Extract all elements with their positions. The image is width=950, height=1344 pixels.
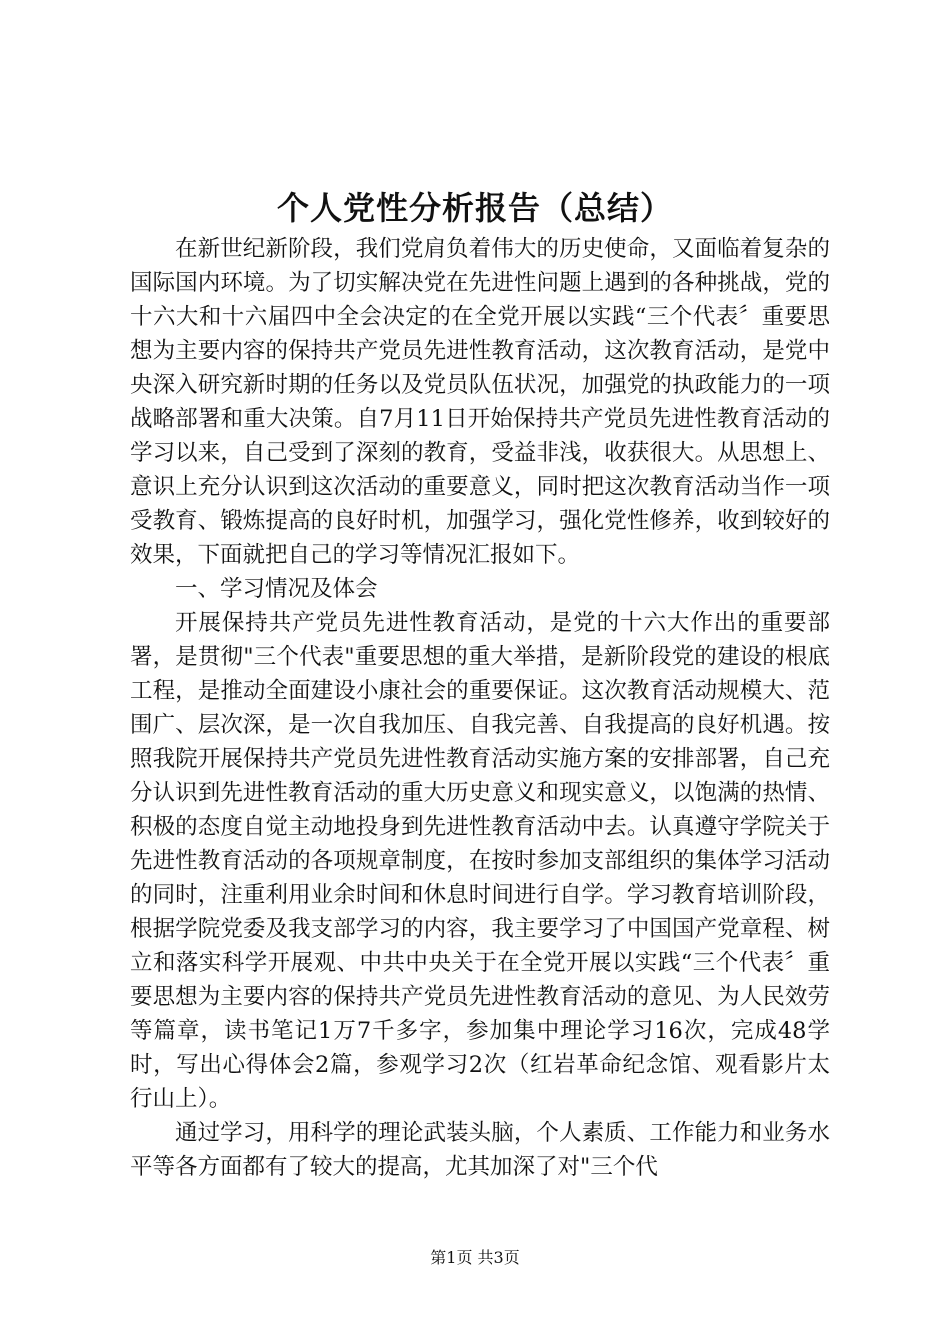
document-title: 个人党性分析报告（总结） <box>276 189 673 227</box>
section-heading: 一、学习情况及体会 <box>175 576 378 602</box>
study-paragraph: 开展保持共产党员先进性教育活动，是党的十六大作出的重要部署，是贯彻"三个代表"重要思想的重大举措，是新阶段党的建设的根底工程，是推动全面建设小康社会的重要保证。这次教育活动规模大、范围广、层次深，是一次自我加压、自我完善、自我提高的良好机遇。按照我院开展保持共产党员先进性教育活动实施方案的安排部署，自己充分认识到先进性教育活动的重大历史意义和现实意义，以饱满的热情、积极的态度自觉主动地投身到先进性教育活动中去。认真遵守学院关于先进性教育活动的各项规章制度，在按时参加支部组织的集体学习活动的同时，注重利用业余时间和休息时间进行自学。学习教育培训阶段，根据学院党委及我支部学习的内容，我主要学习了中国国产党章程、树立和落实科学开展观、中共中央关于在全党开展以实践“三个代表〞重要思想为主要内容的保持共产党员先进性教育活动的意见、为人民效劳等篇章，读书笔记1万7千多字，参加集中理论学习16次，完成48学时，写出心得体会2篇，参观学习2次（红岩革命纪念馆、观看影片太行山上）。 <box>130 610 830 1112</box>
page-footer: 第1页 共3页 <box>430 1248 520 1267</box>
document-body <box>130 232 830 1184</box>
conclusion-paragraph: 通过学习，用科学的理论武装头脑，个人素质、工作能力和业务水平等各方面都有了较大的提高，尤其加深了对"三个代 <box>130 1120 830 1180</box>
intro-paragraph: 在新世纪新阶段，我们党肩负着伟大的历史使命，又面临着复杂的国际国内环境。为了切实解决党在先进性问题上遇到的各种挑战，党的十六大和十六届四中全会决定的在全党开展以实践“三个代表〞重要思想为主要内容的保持共产党员先进性教育活动，这次教育活动，是党中央深入研究新时期的任务以及党员队伍状况，加强党的执政能力的一项战略部署和重大决策。自7月11日开始保持共产党员先进性教育活动的学习以来，自己受到了深刻的教育，受益非浅，收获很大。从思想上、意识上充分认识到这次活动的重要意义，同时把这次教育活动当作一项受教育、锻炼提高的良好时机，加强学习，强化党性修养，收到较好的效果，下面就把自己的学习等情况汇报如下。 <box>130 236 830 568</box>
